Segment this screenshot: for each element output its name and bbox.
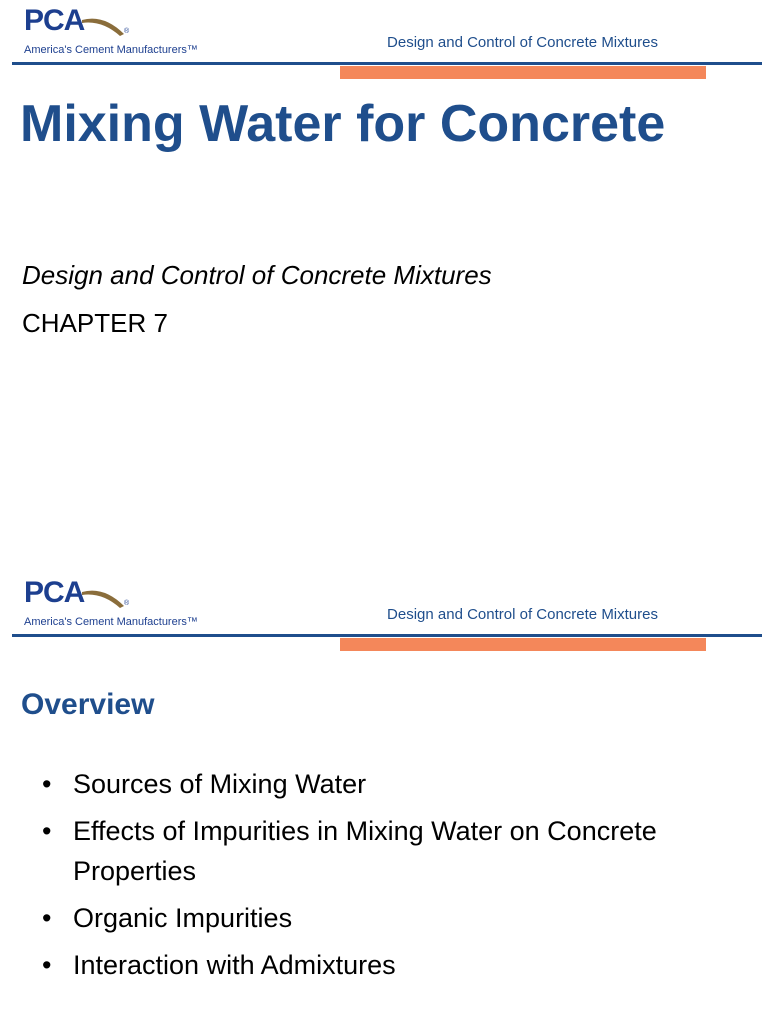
logo-wordmark: PCA <box>24 576 85 609</box>
logo-swoosh-icon <box>80 14 128 38</box>
list-item <box>42 898 682 938</box>
bullet-icon: • <box>42 769 52 799</box>
header-title: Design and Control of Concrete Mixtures <box>387 606 658 623</box>
bullet-text: Interaction with Admixtures <box>73 950 396 980</box>
slide-subtitle: Design and Control of Concrete Mixtures <box>22 260 492 290</box>
pca-logo <box>22 4 198 60</box>
slide-title: Mixing Water for Concrete <box>20 95 666 153</box>
section-heading: Overview <box>21 688 155 721</box>
pca-logo <box>22 576 198 632</box>
logo-registered-mark: ® <box>124 600 130 607</box>
logo-wordmark: PCA <box>24 4 85 37</box>
bullet-text: Organic Impurities <box>73 903 293 933</box>
bullet-icon: • <box>42 903 52 933</box>
accent-bar <box>340 638 706 651</box>
bullet-icon: • <box>42 816 52 846</box>
header-title: Design and Control of Concrete Mixtures <box>387 34 658 51</box>
header-rule <box>12 62 762 65</box>
list-item <box>42 764 682 804</box>
logo-tagline: America's Cement Manufacturers™ <box>24 616 198 628</box>
bullet-icon: • <box>42 950 52 980</box>
bullet-list <box>42 764 682 992</box>
chapter-label: CHAPTER 7 <box>22 308 168 338</box>
logo-swoosh-icon <box>80 586 128 610</box>
logo-tagline: America's Cement Manufacturers™ <box>24 44 198 56</box>
bullet-text: Effects of Impurities in Mixing Water on Concrete Properties <box>73 816 657 886</box>
list-item <box>42 811 682 891</box>
list-item <box>42 945 682 985</box>
accent-bar <box>340 66 706 79</box>
overview-slide <box>0 572 768 1024</box>
header-rule <box>12 634 762 637</box>
logo-registered-mark: ® <box>124 28 130 35</box>
bullet-text: Sources of Mixing Water <box>73 769 367 799</box>
